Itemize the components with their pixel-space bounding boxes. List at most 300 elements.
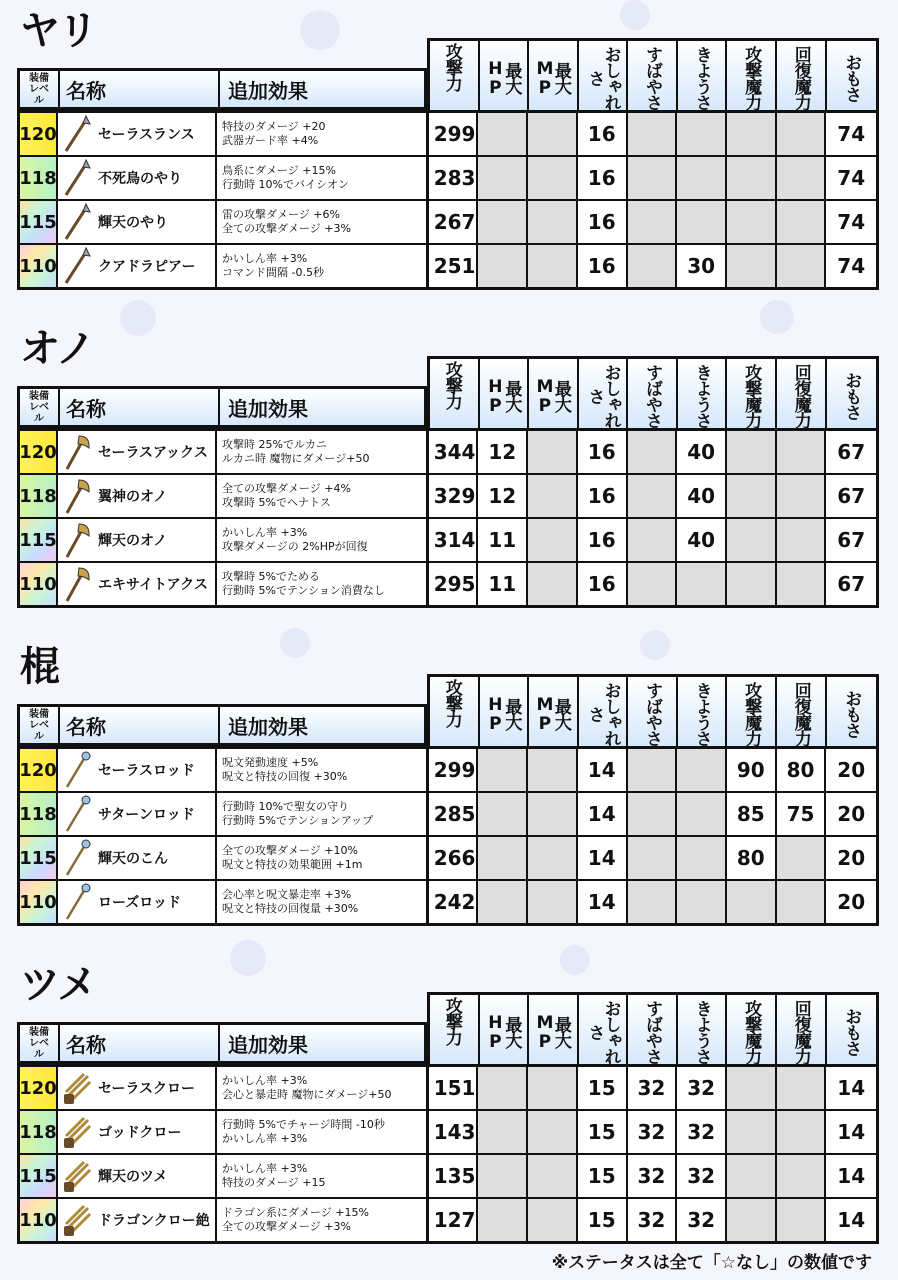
effect-line: 呪文と特技の効果範囲 +1m [222,858,363,871]
stat-cell [727,1199,777,1241]
stat-header-label: おしゃれさ [584,45,621,110]
stat-cell [478,881,528,923]
level-cell: 115 [20,201,58,243]
stat-header-label: おもさ [841,1007,862,1056]
effect-line: 全ての攻撃ダメージ +3% [222,222,351,235]
stat-cell: 32 [677,1155,727,1197]
stat-cell [727,563,777,605]
stat-header-cell [628,677,678,746]
table-row [20,749,876,791]
effect-line: 行動時 10%で聖女の守り [222,800,349,813]
stat-cell: 14 [837,1076,866,1100]
table-row [20,199,876,243]
claw-icon [62,1156,92,1196]
stat-cell [727,519,777,561]
stat-header-label: おもさ [841,371,862,420]
stat-header-cell [628,995,678,1064]
stat-header-cell [678,359,728,428]
effect-header: 追加効果 [228,714,308,739]
stat-cell [628,519,678,561]
table-row [20,243,876,287]
name-cell [58,793,217,835]
stat-cell: 74 [837,210,866,234]
stat-header-label: おもさ [841,53,862,102]
weapon-name: セーラスクロー [98,1081,196,1097]
stat-header-label: きようさ [691,363,712,428]
stat-header-cell [529,677,579,746]
table-row [20,473,876,517]
stat-cell [777,431,827,473]
stat-cell [777,1111,827,1153]
stat-cell [628,113,678,155]
stat-cell: 30 [677,245,727,287]
stat-cell [478,1067,528,1109]
stat-cell [478,1199,528,1241]
stat-cell [528,1111,578,1153]
stat-header-label: 回復魔力 [790,999,811,1064]
stat-cell [727,475,777,517]
stat-cell [628,749,678,791]
weapon-table [17,428,879,608]
stat-header-label: 攻撃力 [445,679,462,731]
rod-icon [62,838,92,878]
claw-icon [62,1112,92,1152]
stat-header-cell [579,41,629,110]
stat-cell: 16 [578,519,628,561]
stat-cell: 267 [429,201,479,243]
level-cell: 120 [20,431,58,473]
stat-header-cell [777,359,827,428]
table-row [20,791,876,835]
stat-header-cell [678,995,728,1064]
stat-cell: 329 [429,475,479,517]
stat-cell [478,157,528,199]
left-header [17,704,427,746]
level-cell: 110 [20,1199,58,1241]
stat-header-cell [727,995,777,1064]
stat-cell: 299 [429,749,479,791]
stat-cell: 295 [429,563,479,605]
weapon-name: 輝天のオノ [98,533,168,549]
stat-header-cell [777,995,827,1064]
name-cell [58,563,217,605]
effect-cell [217,113,429,155]
level-header-label: 装備レベル [29,390,49,424]
name-cell [58,245,217,287]
stat-cell: 80 [727,837,777,879]
level-header [20,1025,60,1061]
effect-header: 追加効果 [228,396,308,421]
effect-line: 会心率と呪文暴走率 +3% [222,888,352,901]
table-row [20,835,876,879]
stat-header-label: きようさ [691,45,712,110]
stat-cell [528,245,578,287]
table-row [20,1153,876,1197]
stat-cell [528,1199,578,1241]
effect-line: かいしん率 +3% [222,252,308,265]
stat-header-label: 最大MP [534,58,571,97]
stat-cell: 75 [777,793,827,835]
rod-icon [62,794,92,834]
effect-line: 全ての攻撃ダメージ +4% [222,482,351,495]
stat-header-label: 最大HP [485,58,522,97]
stat-cell: 20 [837,802,866,826]
stat-cell: 32 [677,1067,727,1109]
stat-cell [528,793,578,835]
effect-cell [217,475,429,517]
effect-line: 鳥系にダメージ +15% [222,164,336,177]
effect-line: 行動時 5%でテンションアップ [222,814,374,827]
name-cell [58,113,217,155]
stat-cell: 20 [837,758,866,782]
name-header: 名称 [60,1025,220,1061]
effect-cell [217,837,429,879]
level-header-label: 装備レベル [29,72,49,106]
effect-line: 攻撃時 25%でルカニ [222,438,327,451]
stat-cell [677,113,727,155]
claw-icon [62,1068,92,1108]
level-header-label: 装備レベル [29,1026,49,1060]
stat-header-cell [480,41,530,110]
left-header [17,386,427,428]
stat-cell: 67 [837,484,866,508]
effect-line: コマンド間隔 -0.5秒 [222,266,324,279]
stat-cell [478,201,528,243]
stat-cell [528,1155,578,1197]
level-header-label: 装備レベル [29,708,49,742]
stat-cell [478,749,528,791]
effect-line: ドラゴン系にダメージ +15% [222,1206,369,1219]
stat-header-label: 最大HP [485,694,522,733]
stat-cell [478,113,528,155]
stat-cell [478,245,528,287]
stat-header-cell [727,41,777,110]
stat-header-label: おしゃれさ [584,999,621,1064]
stat-header-label: 回復魔力 [790,681,811,746]
stat-cell: 40 [677,519,727,561]
effect-cell [217,245,429,287]
stat-cell [677,157,727,199]
name-cell [58,749,217,791]
weapon-table [17,110,879,290]
level-cell: 115 [20,837,58,879]
spear-icon [62,246,92,286]
table-row [20,1109,876,1153]
stat-cell [727,1111,777,1153]
stat-header-label: 最大MP [534,1012,571,1051]
effect-cell [217,201,429,243]
stat-cell [677,563,727,605]
weapon-name: セーラスアックス [98,445,208,461]
stat-header-cell [430,677,480,746]
rod-icon [62,750,92,790]
stat-header-label: すばやさ [642,363,663,428]
stat-cell: 80 [777,749,827,791]
stat-cell: 242 [429,881,479,923]
stat-cell [528,1067,578,1109]
stat-cell [628,157,678,199]
stat-header-label: 最大HP [485,1012,522,1051]
stat-cell: 14 [837,1164,866,1188]
section-title: ヤリ [20,8,96,54]
stat-header-cell [529,995,579,1064]
stat-cell: 40 [677,475,727,517]
stat-cell [628,881,678,923]
stat-cell: 266 [429,837,479,879]
stat-cell: 74 [837,254,866,278]
stat-header-cell [529,359,579,428]
stat-header-label: 最大MP [534,376,571,415]
stat-header-cell [727,677,777,746]
stat-cell: 32 [628,1111,678,1153]
stat-cell [727,1067,777,1109]
effect-header: 追加効果 [228,78,308,103]
stat-cell: 285 [429,793,479,835]
stat-header-label: 回復魔力 [790,363,811,428]
level-cell: 118 [20,157,58,199]
stat-header-cell [628,41,678,110]
level-cell: 118 [20,475,58,517]
spear-icon [62,158,92,198]
effect-line: 行動時 10%でバイシオン [222,178,349,191]
effect-cell [217,563,429,605]
stat-cell: 15 [578,1067,628,1109]
level-cell: 120 [20,1067,58,1109]
section-yari [0,0,898,300]
name-header: 名称 [60,71,220,107]
name-cell [58,1155,217,1197]
table-row [20,1197,876,1241]
effect-line: 雷の攻撃ダメージ +6% [222,208,340,221]
stat-cell [628,245,678,287]
stat-cell [528,519,578,561]
stat-cell: 67 [837,440,866,464]
stat-header [427,992,879,1064]
stat-cell: 14 [578,881,628,923]
table-row [20,155,876,199]
name-cell [58,431,217,473]
stat-cell: 40 [677,431,727,473]
stat-header-cell [777,677,827,746]
stat-cell: 14 [837,1120,866,1144]
effect-line: 全ての攻撃ダメージ +3% [222,1220,351,1233]
stat-cell: 90 [727,749,777,791]
stat-header-label: 最大HP [485,376,522,415]
stat-header-cell [827,677,877,746]
name-cell [58,837,217,879]
level-header [20,71,60,107]
stat-cell [478,837,528,879]
level-cell: 120 [20,749,58,791]
stat-cell [677,201,727,243]
effect-line: 呪文と特技の回復 +30% [222,770,348,783]
stat-cell [777,1199,827,1241]
stat-header-cell [678,41,728,110]
stat-cell: 14 [578,793,628,835]
table-row [20,431,876,473]
effect-line: 全ての攻撃ダメージ +10% [222,844,358,857]
level-cell: 110 [20,881,58,923]
name-header: 名称 [60,707,220,743]
stat-header-label: すばやさ [642,45,663,110]
stat-cell: 143 [429,1111,479,1153]
stat-cell [727,113,777,155]
effect-line: かいしん率 +3% [222,1074,308,1087]
level-header [20,707,60,743]
section-kon [0,636,898,936]
stat-cell [628,837,678,879]
axe-icon [62,432,92,472]
stat-cell [528,749,578,791]
stat-cell: 16 [578,431,628,473]
stat-header-label: 攻撃魔力 [741,681,762,746]
stat-header-cell [727,359,777,428]
stat-cell: 151 [429,1067,479,1109]
table-row [20,113,876,155]
stat-cell [727,245,777,287]
stat-cell: 85 [727,793,777,835]
stat-cell [628,431,678,473]
stat-header-label: おもさ [841,689,862,738]
stat-cell: 16 [578,157,628,199]
stat-header-cell [827,359,877,428]
effect-line: かいしん率 +3% [222,526,308,539]
effect-line: 会心と暴走時 魔物にダメージ+50 [222,1088,392,1101]
stat-header-label: きようさ [691,999,712,1064]
section-ono [0,318,898,618]
stat-cell [677,793,727,835]
effect-line: 武器ガード率 +4% [222,134,319,147]
stat-cell [478,1111,528,1153]
stat-cell: 11 [478,563,528,605]
table-row [20,1067,876,1109]
level-header [20,389,60,425]
spear-icon [62,114,92,154]
stat-header [427,674,879,746]
stat-cell [727,431,777,473]
name-cell [58,1067,217,1109]
claw-icon [62,1200,92,1240]
section-title: 棍 [20,644,58,690]
effect-line: 特技のダメージ +15 [222,1176,326,1189]
stat-cell [478,793,528,835]
stat-cell [628,201,678,243]
stat-cell: 251 [429,245,479,287]
stat-cell [528,201,578,243]
axe-icon [62,564,92,604]
stat-cell [727,201,777,243]
stat-cell [777,881,827,923]
stat-cell: 299 [429,113,479,155]
stat-header-label: 最大MP [534,694,571,733]
effect-cell [217,1155,429,1197]
weapon-name: 翼神のオノ [98,489,168,505]
weapon-name: サターンロッド [98,807,195,823]
name-cell [58,475,217,517]
stat-cell [478,1155,528,1197]
stat-cell: 67 [837,572,866,596]
left-header [17,68,427,110]
effect-line: 行動時 5%でテンション消費なし [222,584,385,597]
stat-cell: 16 [578,201,628,243]
name-cell [58,519,217,561]
effect-line: 行動時 5%でチャージ時間 -10秒 [222,1118,385,1131]
stat-cell: 15 [578,1155,628,1197]
stat-header [427,38,879,110]
stat-cell: 16 [578,113,628,155]
name-cell [58,881,217,923]
stat-cell [777,1067,827,1109]
level-cell: 120 [20,113,58,155]
stat-cell [528,113,578,155]
effect-cell [217,749,429,791]
spear-icon [62,202,92,242]
weapon-name: ドラゴンクロー絶 [98,1213,210,1229]
effect-line: 攻撃ダメージの 2%HPが回復 [222,540,368,553]
section-title: オノ [20,326,94,372]
name-cell [58,1111,217,1153]
level-cell: 110 [20,245,58,287]
stat-cell: 14 [578,837,628,879]
stat-cell: 12 [478,431,528,473]
stat-header-label: 攻撃魔力 [741,45,762,110]
effect-cell [217,1199,429,1241]
effect-line: 攻撃時 5%でためる [222,570,320,583]
stat-header-label: おしゃれさ [584,681,621,746]
weapon-name: セーラスロッド [98,763,195,779]
stat-header-label: すばやさ [642,999,663,1064]
stat-cell [528,475,578,517]
effect-cell [217,519,429,561]
stat-cell [777,837,827,879]
stat-cell [528,881,578,923]
stat-header-label: 攻撃力 [445,43,462,95]
stat-cell: 344 [429,431,479,473]
weapon-name: ゴッドクロー [98,1125,182,1141]
stat-header-cell [678,677,728,746]
stat-header-cell [579,995,629,1064]
stat-cell: 16 [578,563,628,605]
stat-header-label: 攻撃魔力 [741,999,762,1064]
weapon-table [17,1064,879,1244]
stat-cell [677,881,727,923]
stat-cell [727,157,777,199]
stat-header-cell [430,41,480,110]
stat-cell: 74 [837,122,866,146]
stat-cell: 283 [429,157,479,199]
effect-header: 追加効果 [228,1032,308,1057]
stat-cell [777,245,827,287]
table-row [20,517,876,561]
stat-cell [727,1155,777,1197]
stat-header-cell [827,41,877,110]
rod-icon [62,882,92,922]
effect-line: 呪文発動速度 +5% [222,756,319,769]
stat-header [427,356,879,428]
stat-cell [628,793,678,835]
table-row [20,879,876,923]
stat-cell [777,157,827,199]
effect-cell [217,157,429,199]
stat-cell: 32 [628,1199,678,1241]
effect-cell [217,1067,429,1109]
stat-header-label: すばやさ [642,681,663,746]
effect-line: かいしん率 +3% [222,1162,308,1175]
stat-cell: 16 [578,475,628,517]
weapon-name: クアドラピアー [98,259,196,275]
name-cell [58,1199,217,1241]
stat-cell: 14 [837,1208,866,1232]
